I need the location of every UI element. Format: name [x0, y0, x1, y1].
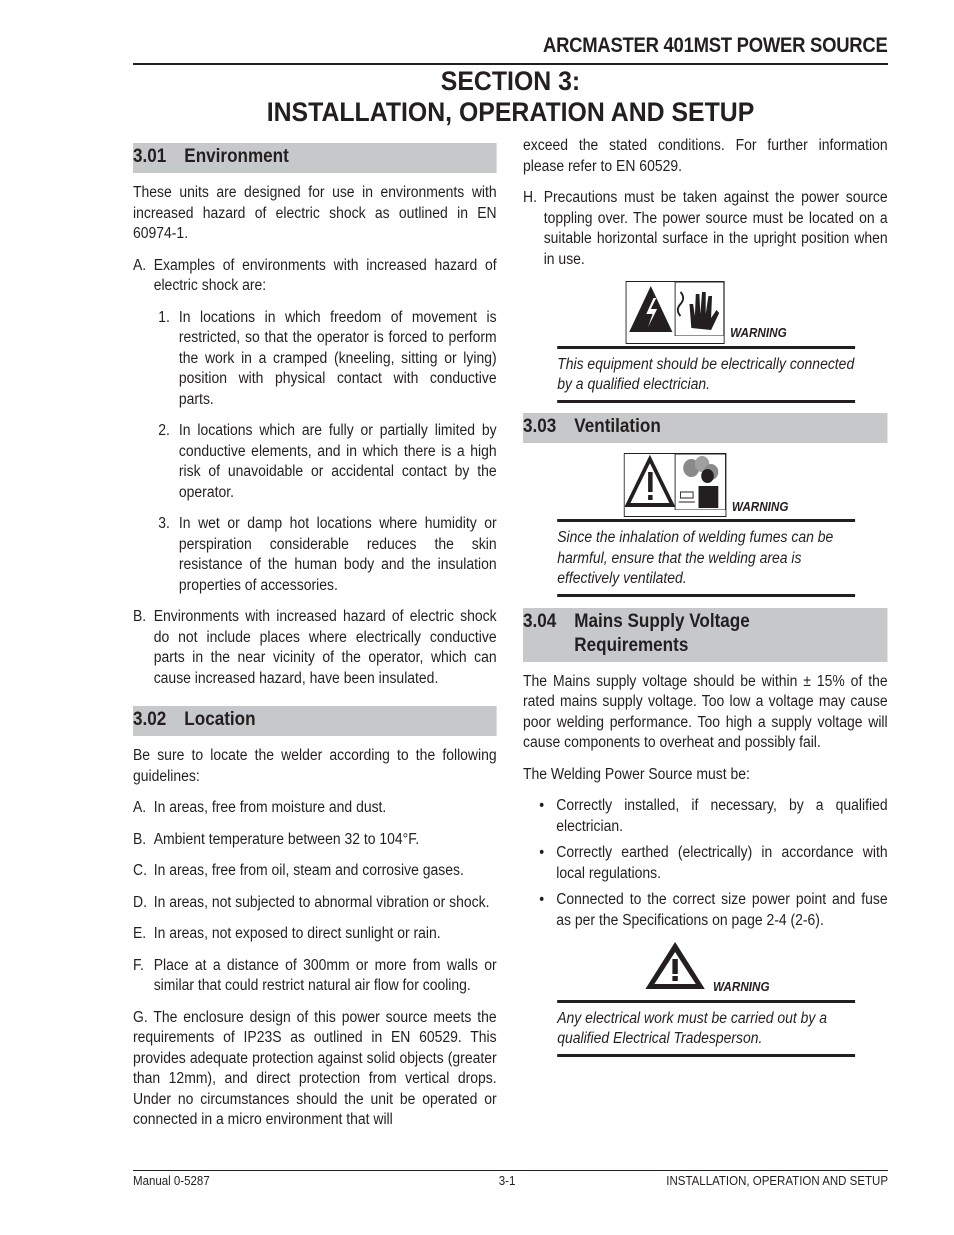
item-text: Precautions must be taken against the power source toppling over. The power source must be located on a suitable horizontal surface in the upright position when in use.: [543, 189, 888, 268]
environment-subitem-1: [133, 308, 497, 411]
environment-item-a: [133, 256, 497, 297]
location-item-h: [523, 188, 888, 270]
header-product-title: ARCMASTER 401MST POWER SOURCE: [543, 34, 888, 57]
mains-voltage-paragraph: The Mains supply voltage should be within ± 15% of the rated mains supply voltage. Too low a voltage may cause poor welding performance. Too high a supply voltage will cause components to overheat and possibly fail.: [523, 672, 888, 751]
item-mark: A.: [133, 256, 147, 274]
right-column: [523, 136, 888, 1057]
item-text: Examples of environments with increased hazard of electric shock are:: [153, 256, 497, 294]
bullet-mark: •: [539, 844, 545, 861]
item-mark: F.: [133, 956, 144, 974]
item-mark: B.: [133, 830, 147, 848]
footer-page-number: 3-1: [498, 1174, 516, 1188]
item-text: In areas, not exposed to direct sunlight or rain.: [153, 925, 441, 942]
item-mark: H.: [523, 189, 537, 206]
heading-3-02: [133, 706, 497, 736]
heading-label-line2: Requirements: [574, 634, 689, 656]
bullet-item: [523, 890, 888, 931]
warning-ventilation: [557, 453, 855, 597]
item-text: In areas, not subjected to abnormal vibration or shock.: [153, 893, 490, 911]
power-source-must-be: The Welding Power Source must be:: [523, 765, 750, 783]
bullet-text: Correctly earthed (electrically) in accordance with local regulations.: [556, 844, 888, 882]
warning-bottom-rule: [557, 1054, 855, 1057]
item-text: In areas, free from oil, steam and corrosive gases.: [153, 862, 464, 879]
warning-label: WARNING: [713, 979, 770, 994]
item-text: In locations which are fully or partially limited by conductive elements, and in which there is a high risk of unavoidable or accidental contact by the operator.: [178, 422, 497, 501]
bullet-item: [523, 796, 888, 837]
footer-section-name: INSTALLATION, OPERATION AND SETUP: [666, 1174, 888, 1188]
heading-3-03: [523, 413, 888, 443]
header-rule: [133, 63, 888, 65]
item-mark: 2.: [158, 422, 170, 439]
warning-electrical-work: [557, 939, 855, 1057]
heading-3-04: [523, 608, 888, 662]
item-mark: E.: [133, 925, 147, 942]
bullet-mark: •: [539, 891, 545, 908]
heading-3-01: [133, 143, 497, 173]
location-item-f: [133, 956, 497, 997]
fumes-hazard-icon: [624, 453, 727, 518]
bullet-mark: •: [539, 797, 545, 814]
warning-label: WARNING: [731, 498, 789, 514]
item-text: In areas, free from moisture and dust.: [153, 799, 387, 816]
section-title-line1: SECTION 3:: [440, 66, 581, 96]
heading-number: 3.04: [523, 610, 557, 632]
location-item-a: [133, 798, 497, 819]
item-mark: 1.: [158, 308, 170, 326]
location-item-b: [133, 830, 497, 851]
environment-intro: These units are designed for use in environments with increased hazard of electric shock as outlined in EN 60974-1.: [133, 184, 497, 242]
environment-item-b: [133, 607, 497, 689]
item-text: Ambient temperature between 32 to 104°F.: [153, 830, 420, 848]
location-item-e: [133, 924, 497, 945]
heading-number: 3.03: [523, 415, 557, 437]
item-text: Place at a distance of 300mm or more from walls or similar that could restrict natural air flow for cooling.: [153, 956, 497, 994]
location-item-g: G. The enclosure design of this power source meets the requirements of IP23S as outlined in EN 60529. This provides adequate protection against solid objects (greater than 12mm), and direct protection from vertical drops. Under no circumstances should the unit be operated or connected in a micro environment that will: [133, 1008, 497, 1128]
heading-label: [574, 610, 749, 658]
warning-text: Any electrical work must be carried out by a qualified Electrical Tradesperson.: [557, 1009, 828, 1047]
location-intro: Be sure to locate the welder according to the following guidelines:: [133, 747, 497, 785]
warning-text: Since the inhalation of welding fumes can be harmful, ensure that the welding area is effectively ventilated.: [557, 529, 834, 587]
bullet-text: Connected to the correct size power point and fuse as per the Specifications on page 2-4 (2-6).: [556, 891, 888, 929]
heading-number: 3.01: [133, 146, 167, 167]
item-text: In locations in which freedom of movement is restricted, so that the operator is forced to perform the work in a cramped (kneeling, sitting or lying) position with physical contact with conductive parts.: [178, 308, 497, 408]
item-text: Environments with increased hazard of electric shock do not include places where electrically conductive parts in the near vicinity of the operator, which can cause increased hazard, have been insulated.: [153, 608, 497, 687]
item-mark: A.: [133, 799, 147, 816]
heading-label: Location: [184, 709, 256, 730]
electric-shock-icon: [626, 281, 725, 344]
item-mark: D.: [133, 893, 147, 911]
item-mark: C.: [133, 862, 147, 879]
warning-text: This equipment should be electrically connected by a qualified electrician.: [557, 355, 855, 393]
item-mark: 3.: [158, 515, 170, 532]
item-text: In wet or damp hot locations where humidity or perspiration considerable reduces the skin resistance of the human body and the insulation properties of accessories.: [178, 515, 497, 594]
location-item-d: [133, 893, 497, 914]
heading-label: Ventilation: [574, 415, 661, 437]
footer-manual-number: Manual 0-5287: [133, 1174, 210, 1188]
heading-label: Environment: [184, 146, 289, 167]
section-title: [163, 66, 858, 128]
environment-subitem-3: [133, 514, 497, 596]
environment-subitem-2: [133, 421, 497, 503]
location-item-c: [133, 861, 497, 882]
heading-number: 3.02: [133, 709, 167, 730]
bullet-item: [523, 843, 888, 884]
location-item-g-continued: exceed the stated conditions. For further information please refer to EN 60529.: [523, 137, 888, 175]
bullet-text: Correctly installed, if necessary, by a qualified electrician.: [556, 797, 888, 835]
warning-electrician: [557, 281, 855, 403]
warning-label: WARNING: [730, 325, 787, 340]
item-mark: B.: [133, 608, 147, 625]
warning-triangle-icon: [643, 939, 708, 998]
footer-rule: [133, 1170, 888, 1171]
section-title-line2: INSTALLATION, OPERATION AND SETUP: [266, 97, 755, 127]
heading-label-line1: Mains Supply Voltage: [574, 610, 750, 632]
left-column: [133, 143, 497, 1142]
